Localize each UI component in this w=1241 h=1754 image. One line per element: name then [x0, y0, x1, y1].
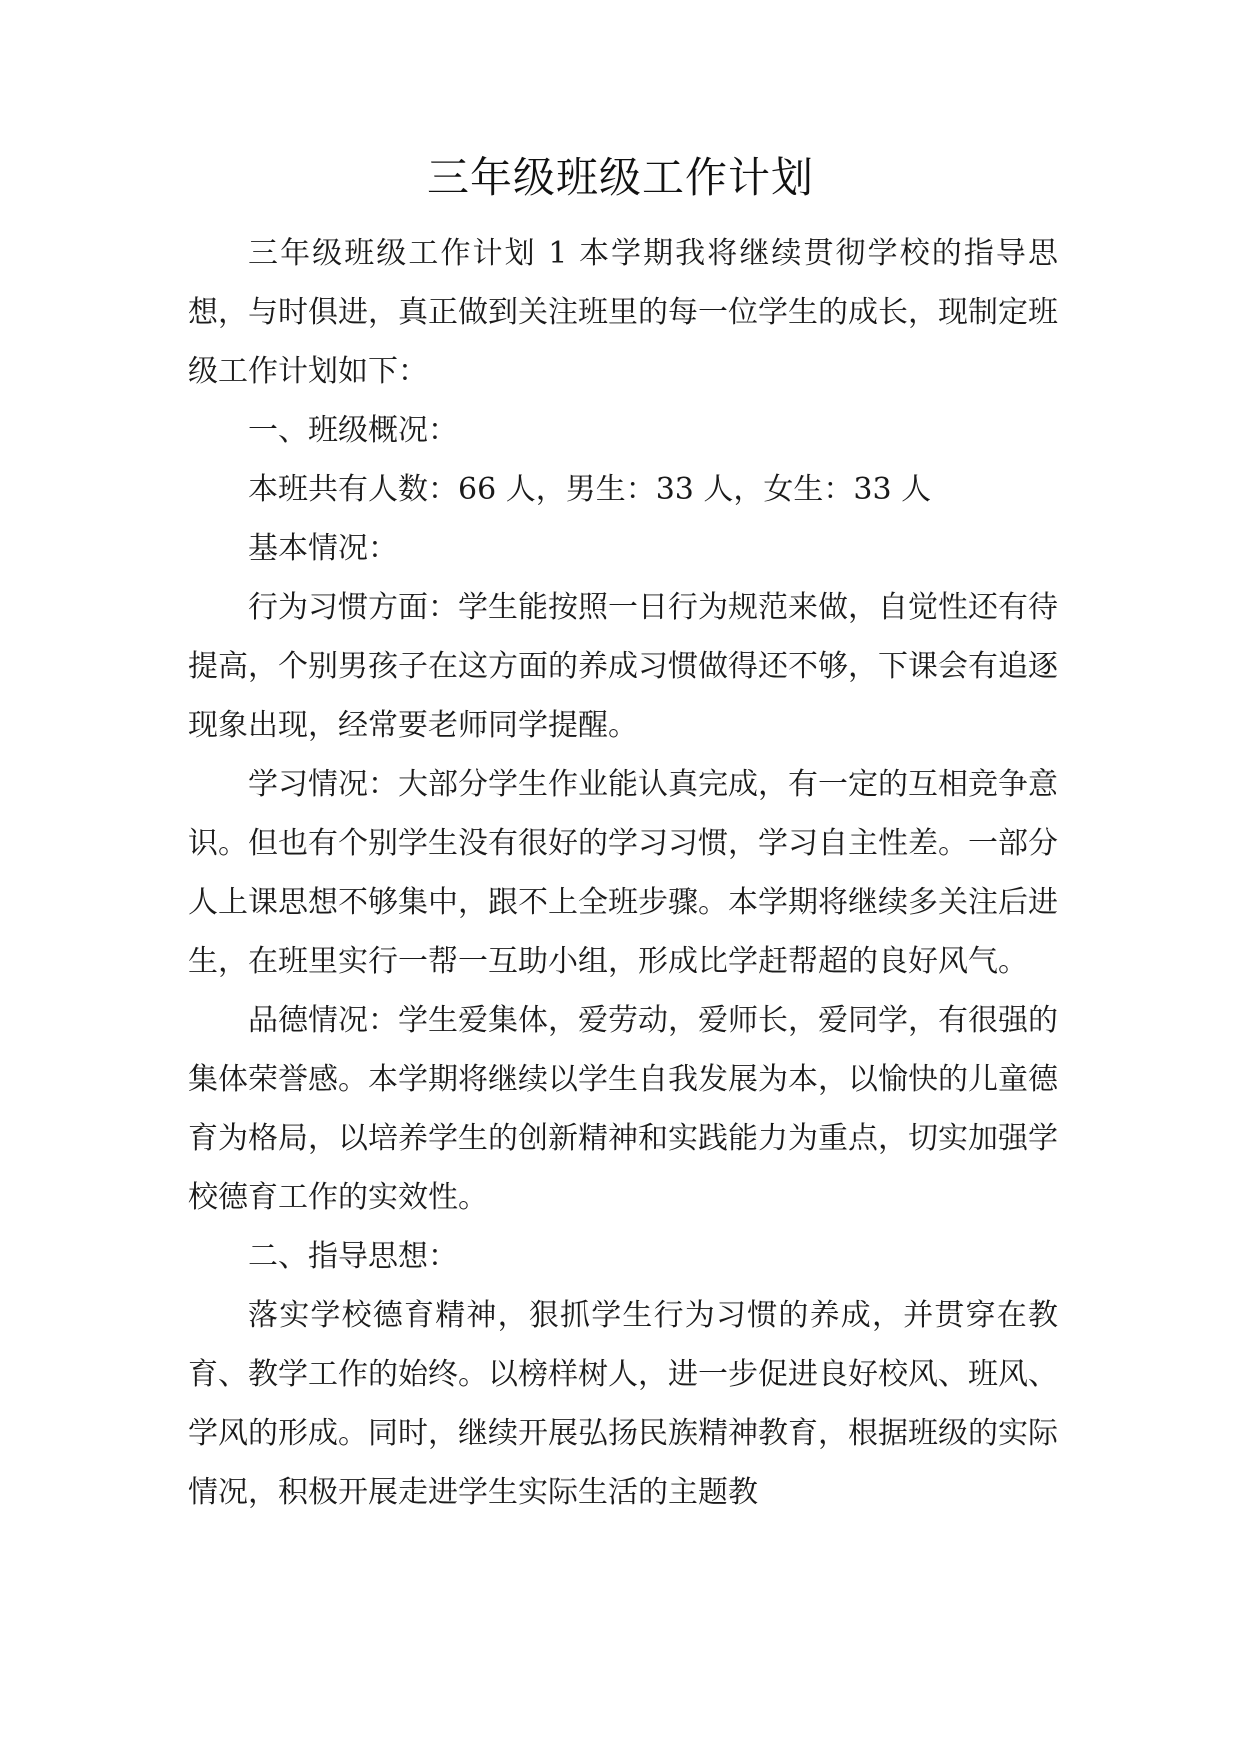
paragraph-moral-situation: 品德情况：学生爱集体，爱劳动，爱师长，爱同学，有很强的集体荣誉感。本学期将继续以学生自我发展为本，以愉快的儿童德育为格局，以培养学生的创新精神和实践能力为重点，切实加强学校德育工作的实效性。	[188, 1003, 1058, 1215]
paragraph-study-situation: 学习情况：大部分学生作业能认真完成，有一定的互相竞争意识。但也有个别学生没有很好的学习习惯，学习自主性差。一部分人上课思想不够集中，跟不上全班步骤。本学期将继续多关注后进生，在班里实行一帮一互助小组，形成比学赶帮超的良好风气。	[188, 767, 1058, 979]
paragraph-guiding-ideology: 落实学校德育精神，狠抓学生行为习惯的养成，并贯穿在教育、教学工作的始终。以榜样树人，进一步促进良好校风、班风、学风的形成。同时，继续开展弘扬民族精神教育，根据班级的实际情况，积极开展走进学生实际生活的主题教	[188, 1298, 1058, 1510]
heading-class-overview: 一、班级概况：	[248, 413, 458, 448]
document-body	[188, 224, 1058, 1522]
heading-basic-situation: 基本情况：	[248, 531, 398, 566]
paragraph-behavior-habits: 行为习惯方面：学生能按照一日行为规范来做，自觉性还有待提高，个别男孩子在这方面的养成习惯做得还不够，下课会有追逐现象出现，经常要老师同学提醒。	[188, 590, 1058, 743]
paragraph-student-count: 本班共有人数：66 人，男生：33 人，女生：33 人	[248, 472, 932, 507]
heading-guiding-ideology: 二、指导思想：	[248, 1239, 458, 1274]
document-title: 三年级班级工作计划	[426, 153, 814, 202]
paragraph-intro: 三年级班级工作计划 1 本学期我将继续贯彻学校的指导思想，与时俱进，真正做到关注班里的每一位学生的成长，现制定班级工作计划如下：	[188, 236, 1058, 389]
